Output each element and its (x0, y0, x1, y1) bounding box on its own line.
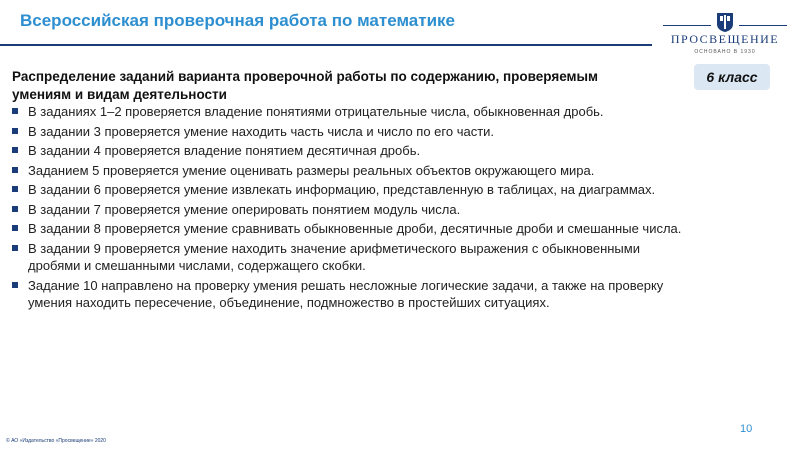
copyright-notice: © АО «Издательство «Просвещение» 2020 (6, 438, 106, 444)
list-item: Задание 10 направлено на проверку умения решать несложные логические задачи, а также на проверку умения находить пересечение, объединение, подмножество в простейших ситуациях. (12, 277, 692, 312)
logo-right-bar (739, 25, 787, 26)
list-item: В задании 6 проверяется умение извлекать информацию, представленную в таблицах, на диаграммах. (12, 181, 692, 199)
list-item: В задании 4 проверяется владение понятием десятичная дробь. (12, 142, 692, 160)
logo-left-bar (663, 25, 711, 26)
logo-name: ПРОСВЕЩЕНИЕ (670, 32, 780, 46)
list-item: В задании 9 проверяется умение находить значение арифметического выражения с обыкновенными дробями и смешанными числами, содержащего скобки. (12, 240, 692, 275)
grade-badge: 6 класс (694, 64, 770, 90)
list-item: Заданием 5 проверяется умение оценивать размеры реальных объектов окружающего мира. (12, 162, 692, 180)
page-number: 10 (740, 423, 753, 435)
slide-title: Всероссийская проверочная работа по математике (20, 11, 455, 30)
logo-since: ОСНОВАНО В 1930 (694, 49, 756, 55)
list-item: В заданиях 1–2 проверяется владение понятиями отрицательные числа, обыкновенная дробь. (12, 103, 692, 121)
prosveshchenie-logo (661, 6, 789, 58)
section-heading: Распределение заданий варианта проверочной работы по содержанию, проверяемым умениям и видам деятельности (12, 69, 599, 102)
title-underline (0, 44, 652, 46)
list-item: В задании 7 проверяется умение оперировать понятием модуль числа. (12, 201, 692, 219)
list-item: В задании 3 проверяется умение находить часть числа и число по его части. (12, 123, 692, 141)
list-item: В задании 8 проверяется умение сравнивать обыкновенные дроби, десятичные дроби и смешанные числа. (12, 220, 692, 238)
logo-emblem-icon (715, 11, 735, 33)
task-list (12, 103, 692, 314)
